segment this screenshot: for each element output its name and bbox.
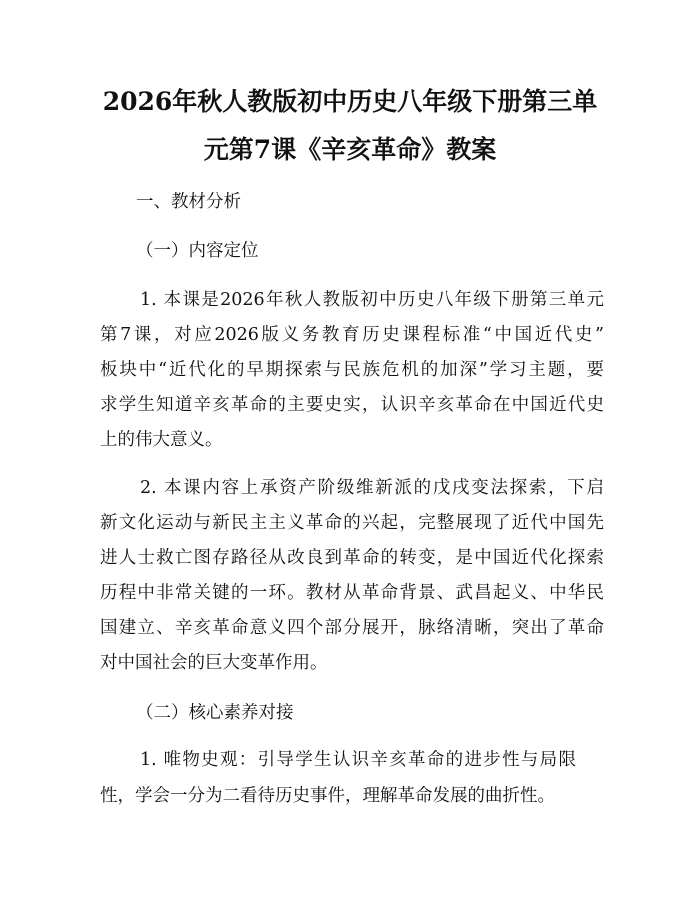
paragraph-3-line-2: 性，学会一分为二看待历史事件，理解革命发展的曲折性。 <box>100 786 555 806</box>
paragraph-1-line-3: 板块中“近代化的早期探索与民族危机的加深”学习主题，要 <box>100 360 604 380</box>
paragraph-2-line-3: 进人士救亡图存路径从改良到革命的转变，是中国近代化探索 <box>100 548 604 568</box>
paragraph-1-line-4: 求学生知道辛亥革命的主要史实，认识辛亥革命在中国近代史 <box>100 395 604 415</box>
subsection-heading-core-competencies: （二）核心素养对接 <box>136 703 294 723</box>
section-heading-textbook-analysis: 一、教材分析 <box>136 192 241 212</box>
paragraph-2-line-4: 历程中非常关键的一环。教材从革命背景、武昌起义、中华民 <box>100 583 604 603</box>
paragraph-1-line-2: 第7课，对应2026版义务教育历史课程标准“中国近代史” <box>100 325 604 345</box>
paragraph-2-line-6: 对中国社会的巨大变革作用。 <box>100 653 328 673</box>
paragraph-2-line-2: 新文化运动与新民主主义革命的兴起，完整展现了近代中国先 <box>100 513 604 533</box>
paragraph-3-line-1: 1. 唯物史观：引导学生认识辛亥革命的进步性与局限 <box>140 750 576 770</box>
document-title-line-2: 元第7课《辛亥革命》教案 <box>203 135 497 164</box>
document-title-line-1: 2026年秋人教版初中历史八年级下册第三单 <box>102 87 598 116</box>
paragraph-1-line-5: 上的伟大意义。 <box>100 430 223 450</box>
paragraph-1-line-1: 1. 本课是2026年秋人教版初中历史八年级下册第三单元 <box>140 290 604 310</box>
paragraph-2-line-1: 2. 本课内容上承资产阶级维新派的戊戌变法探索，下启 <box>140 478 604 498</box>
subsection-heading-content-positioning: （一）内容定位 <box>136 241 259 261</box>
paragraph-2-line-5: 国建立、辛亥革命意义四个部分展开，脉络清晰，突出了革命 <box>100 618 604 638</box>
